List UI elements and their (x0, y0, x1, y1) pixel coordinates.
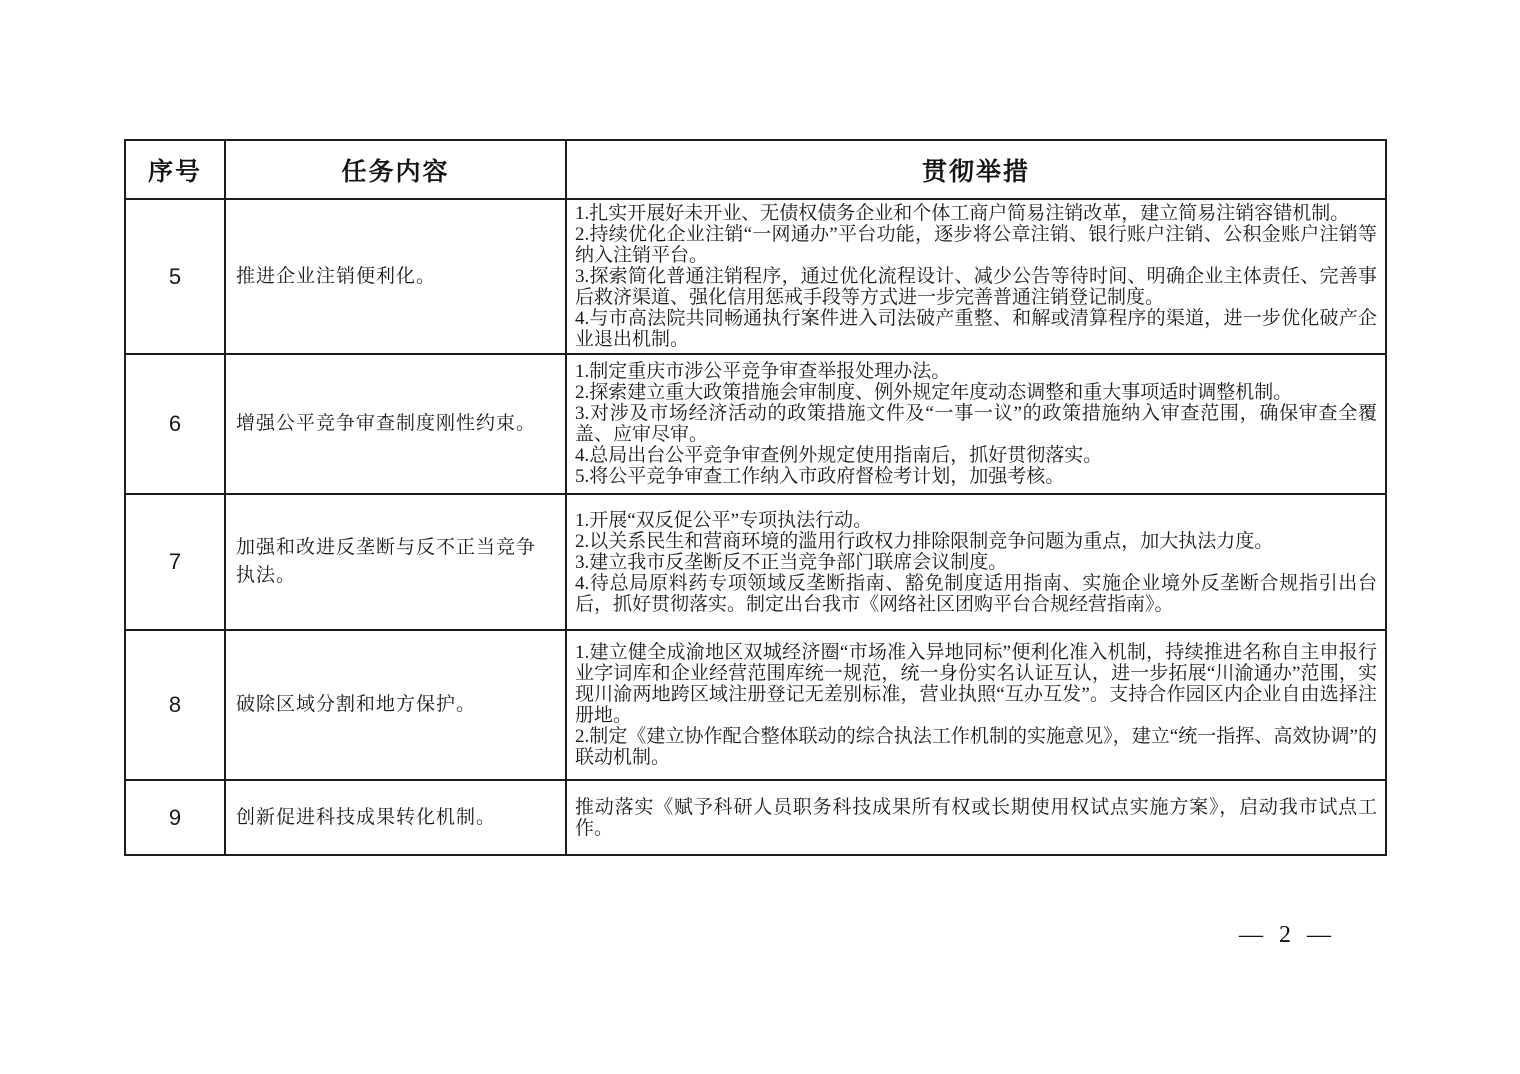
table-row (125, 354, 1386, 494)
table-row (125, 494, 1386, 630)
header-task: 任务内容 (225, 140, 566, 199)
measure-item: 3.对涉及市场经济活动的政策措施文件及“一事一议”的政策措施纳入审查范围，确保审查全覆盖、应审尽审。 (575, 403, 1377, 445)
header-measures: 贯彻举措 (566, 140, 1386, 199)
task-cell: 推进企业注销便利化。 (225, 199, 566, 354)
measure-item: 4.总局出台公平竞争审查例外规定使用指南后，抓好贯彻落实。 (575, 445, 1103, 466)
measures-cell (566, 199, 1386, 354)
measure-item: 2.探索建立重大政策措施会审制度、例外规定年度动态调整和重大事项适时调整机制。 (575, 382, 1293, 403)
measure-item: 1.开展“双反促公平”专项执法行动。 (575, 509, 873, 531)
measures-cell (566, 630, 1386, 780)
table-header-row (125, 140, 1386, 199)
measure-item: 5.将公平竞争审查工作纳入市政府督检考计划，加强考核。 (575, 466, 1065, 487)
header-seq: 序号 (125, 140, 225, 199)
seq-cell: 5 (125, 199, 225, 354)
measures-cell (566, 780, 1386, 855)
table-row (125, 630, 1386, 780)
measure-item: 推动落实《赋予科研人员职务科技成果所有权或长期使用权试点实施方案》，启动我市试点工作。 (575, 796, 1377, 839)
table-row (125, 199, 1386, 354)
measure-item: 3.探索简化普通注销程序，通过优化流程设计、减少公告等待时间、明确企业主体责任、完善事后救济渠道、强化信用惩戒手段等方式进一步完善普通注销登记制度。 (575, 266, 1377, 308)
seq-cell: 9 (125, 780, 225, 855)
measure-item: 1.扎实开展好未开业、无债权债务企业和个体工商户简易注销改革，建立简易注销容错机制。 (575, 203, 1350, 224)
table-row (125, 780, 1386, 855)
measure-item: 1.制定重庆市涉公平竞争审查举报处理办法。 (575, 361, 951, 382)
measure-item: 2.制定《建立协作配合整体联动的综合执法工作机制的实施意见》，建立“统一指挥、高效协调”的联动机制。 (575, 726, 1377, 768)
measure-item: 4.与市高法院共同畅通执行案件进入司法破产重整、和解或清算程序的渠道，进一步优化破产企业退出机制。 (575, 308, 1377, 350)
measure-item: 1.建立健全成渝地区双城经济圈“市场准入异地同标”便利化准入机制，持续推进名称自主申报行业字词库和企业经营范围库统一规范，统一身份实名认证互认，进一步拓展“川渝通办”范围，实现川渝两地跨区域注册登记无差别标准，营业执照“互办互发”。支持合作园区内企业自由选择注册地。 (575, 642, 1377, 726)
task-cell: 加强和改进反垄断与反不正当竞争执法。 (225, 494, 566, 630)
measures-cell (566, 494, 1386, 630)
task-table (124, 139, 1387, 856)
seq-cell: 6 (125, 354, 225, 494)
measure-item: 2.以关系民生和营商环境的滥用行政权力排除限制竞争问题为重点，加大执法力度。 (575, 530, 1274, 552)
task-cell: 创新促进科技成果转化机制。 (225, 780, 566, 855)
measure-item: 4.待总局原料药专项领域反垄断指南、豁免制度适用指南、实施企业境外反垄断合规指引出台后，抓好贯彻落实。制定出台我市《网络社区团购平台合规经营指南》。 (575, 572, 1377, 615)
task-cell: 破除区域分割和地方保护。 (225, 630, 566, 780)
measure-item: 3.建立我市反垄断反不正当竞争部门联席会议制度。 (575, 551, 1008, 573)
task-cell: 增强公平竞争审查制度刚性约束。 (225, 354, 566, 494)
measure-item: 2.持续优化企业注销“一网通办”平台功能，逐步将公章注销、银行账户注销、公积金账户注销等纳入注销平台。 (575, 224, 1377, 266)
measures-cell (566, 354, 1386, 494)
seq-cell: 8 (125, 630, 225, 780)
page-number: — 2 — (1239, 922, 1331, 948)
seq-cell: 7 (125, 494, 225, 630)
